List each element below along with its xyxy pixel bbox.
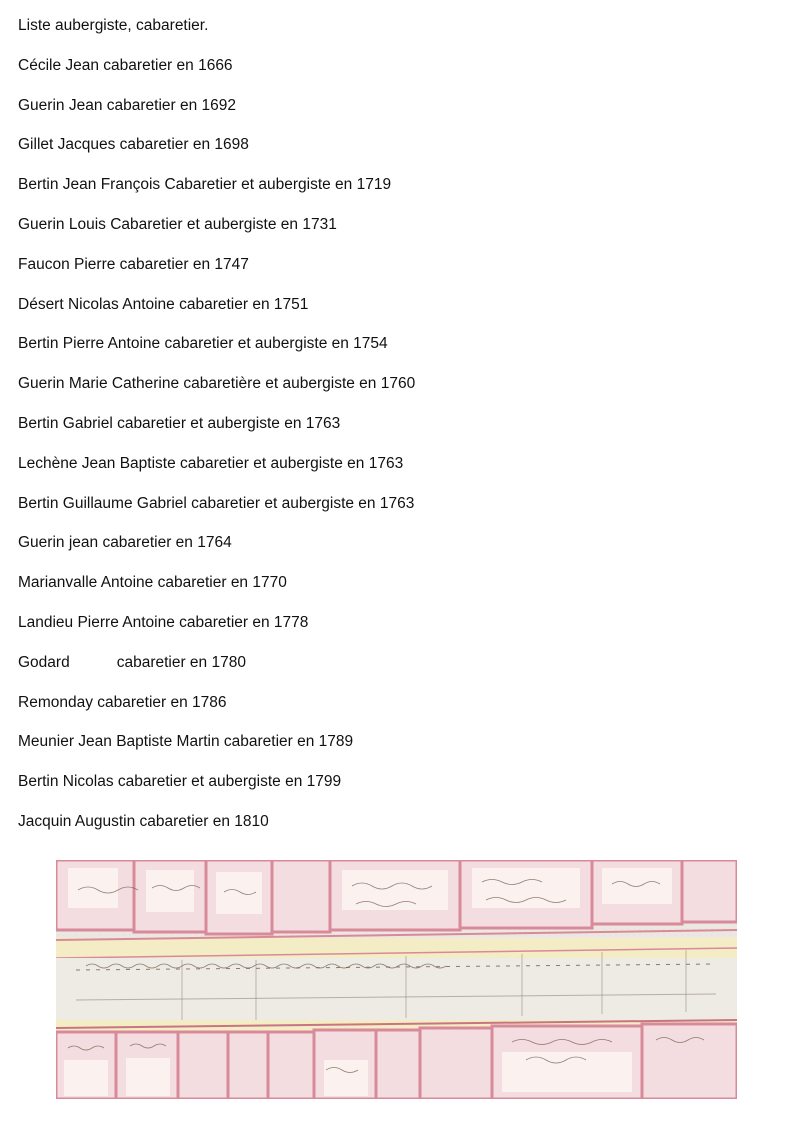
list-item: Bertin Guillaume Gabriel cabaretier et aubergiste en 1763	[18, 494, 415, 512]
list-item: Guerin Marie Catherine cabaretière et aubergiste en 1760	[18, 375, 416, 393]
document-body	[18, 17, 778, 853]
list-item: Guerin Louis Cabaretier et aubergiste en 1731	[18, 215, 337, 233]
list-item: Bertin Jean François Cabaretier et aubergiste en 1719	[18, 176, 392, 194]
list-item-godard	[18, 654, 778, 672]
list-item: Bertin Gabriel cabaretier et aubergiste en 1763	[18, 414, 341, 432]
road-band-upper	[56, 938, 737, 958]
list-item: Gillet Jacques cabaretier en 1698	[18, 136, 249, 154]
list-item: Faucon Pierre cabaretier en 1747	[18, 255, 249, 273]
list-item: Marianvalle Antoine cabaretier en 1770	[18, 574, 287, 592]
list-item: Lechène Jean Baptiste cabaretier et aubergiste en 1763	[18, 454, 404, 472]
map-drawing	[56, 860, 737, 1099]
document-title: Liste aubergiste, cabaretier.	[18, 17, 209, 34]
list-item: Bertin Nicolas cabaretier et aubergiste en 1799	[18, 773, 342, 791]
list-item: Bertin Pierre Antoine cabaretier et aubergiste en 1754	[18, 335, 388, 353]
godard-name: Godard	[18, 653, 70, 671]
list-item: Guerin jean cabaretier en 1764	[18, 534, 232, 552]
list-item: Désert Nicolas Antoine cabaretier en 1751	[18, 295, 309, 313]
cadastral-map-image	[56, 860, 737, 1099]
godard-rest: cabaretier en 1780	[116, 653, 246, 671]
list-item: Jacquin Augustin cabaretier en 1810	[18, 812, 269, 830]
list-item: Landieu Pierre Antoine cabaretier en 1778	[18, 613, 309, 631]
list-item: Meunier Jean Baptiste Martin cabaretier en 1789	[18, 733, 354, 751]
list-item: Guerin Jean cabaretier en 1692	[18, 96, 237, 114]
list-item: Cécile Jean cabaretier en 1666	[18, 56, 233, 74]
list-item: Remonday cabaretier en 1786	[18, 693, 227, 711]
